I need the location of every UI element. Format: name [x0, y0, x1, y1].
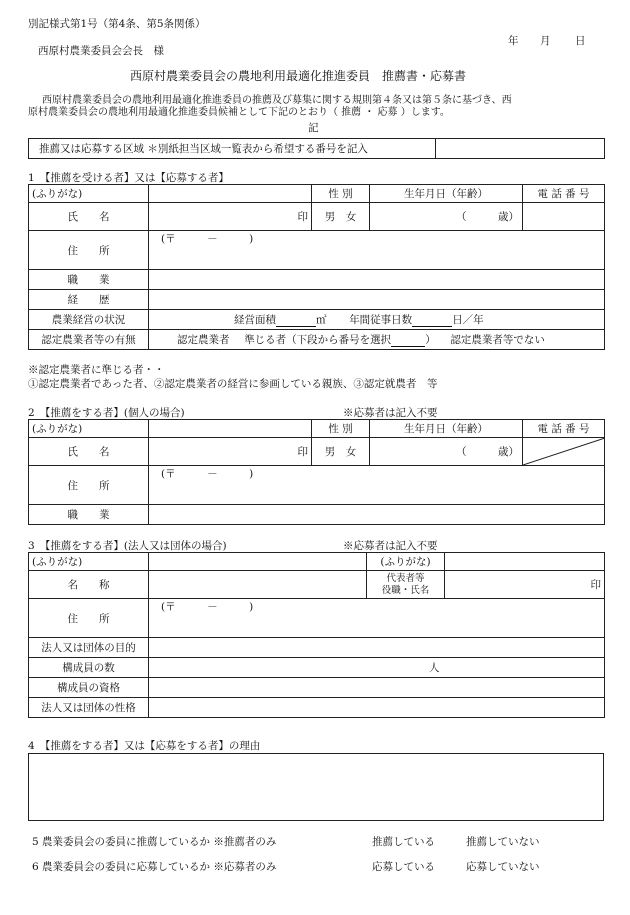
s3-furigana2-label: (ふりがな) [367, 553, 445, 571]
s1-cert-option-equivalent-close: ） [425, 334, 436, 346]
s2-name-label: 氏 名 [29, 438, 149, 466]
s1-cert-number-input[interactable] [391, 334, 425, 347]
s1-career-label: 経 歴 [29, 290, 149, 310]
section6-text: 6 農業委員会の委員に応募しているか ※応募者のみ [32, 861, 277, 873]
s3-furigana2-field[interactable] [445, 553, 605, 571]
s1-farm-days-label: 年間従事日数 [349, 314, 413, 326]
s1-farm-field[interactable] [149, 310, 605, 330]
s3-address-label: 住 所 [29, 599, 149, 638]
s3-members-field[interactable] [149, 658, 605, 678]
s1-job-field[interactable] [149, 270, 605, 290]
section4-table [28, 753, 604, 821]
s1-furigana-field[interactable] [149, 185, 312, 203]
s3-rep-label [367, 571, 445, 599]
s1-farm-area-input[interactable] [276, 314, 316, 327]
s2-phone-header: 電 話 番 号 [523, 420, 605, 438]
s2-name-field[interactable] [149, 438, 312, 466]
s2-address-label: 住 所 [29, 466, 149, 505]
s3-nature-label: 法人又は団体の性格 [29, 698, 149, 718]
s1-furigana-label: (ふりがな) [29, 185, 149, 203]
s1-cert-option-equivalent[interactable]: 準じる者（下段から番号を選択 [244, 334, 392, 346]
area-label: 推薦又は応募する区域 ＊別紙担当区域一覧表から希望する番号を記入 [29, 139, 436, 159]
s5-option-no[interactable]: 推薦していない [466, 836, 540, 848]
s4-reason-field[interactable] [29, 754, 604, 821]
s1-job-label: 職 業 [29, 270, 149, 290]
area-number-field[interactable] [436, 139, 605, 159]
s2-phone-field [523, 438, 605, 466]
section1-heading: 1 【推薦を受ける者】又は【応募する者】 [28, 172, 229, 184]
form-number: 別記様式第1号（第4条、第5条関係） [28, 18, 206, 30]
section5-text: 5 農業委員会の委員に推薦しているか ※推薦者のみ [32, 836, 277, 848]
s1-gender-header: 性 別 [312, 185, 370, 203]
s1-postal: (〒 － ) [161, 233, 254, 245]
s1-dob-header: 生年月日（年齢） [370, 185, 523, 203]
section2-table [28, 419, 605, 525]
s1-cert-label: 認定農業者等の有無 [29, 330, 149, 350]
s3-purpose-field[interactable] [149, 638, 605, 658]
s1-address-label: 住 所 [29, 231, 149, 270]
document-title: 西原村農業委員会の農地利用最適化推進委員 推薦書・応募書 [130, 69, 467, 83]
s3-nature-field[interactable] [149, 698, 605, 718]
s3-name-field[interactable] [149, 571, 367, 599]
s2-address-field[interactable] [149, 466, 605, 505]
s1-cert-option-certified[interactable]: 認定農業者 [177, 334, 230, 346]
section3-note: ※応募者は記入不要 [343, 540, 438, 552]
s6-option-no[interactable]: 応募していない [466, 861, 540, 873]
s1-note-2: ①認定農業者であった者、②認定農業者の経営に参画している親族、③認定就農者 等 [28, 378, 438, 390]
s3-name-label: 名 称 [29, 571, 149, 599]
s1-gender-field[interactable]: 男 女 [312, 203, 370, 231]
intro-line-2: 原村農業委員会の農地利用最適化推進委員候補として下記のとおり（ 推薦 ・ 応募 ）します。 [28, 107, 450, 118]
s3-rep-field[interactable] [445, 571, 605, 599]
s1-farm-area-label: 経営面積 [234, 314, 276, 326]
addressee: 西原村農業委員会会長 様 [38, 45, 164, 57]
s3-members-label: 構成員の数 [29, 658, 149, 678]
s2-gender-header: 性 別 [312, 420, 370, 438]
s2-furigana-field[interactable] [149, 420, 312, 438]
s2-dob-header: 生年月日（年齢） [370, 420, 523, 438]
s1-phone-header: 電 話 番 号 [523, 185, 605, 203]
s2-furigana-label: (ふりがな) [29, 420, 149, 438]
s1-farm-days-input[interactable] [412, 314, 452, 327]
ki-mark: 記 [308, 122, 319, 134]
s1-farm-area-unit: ㎡ [316, 314, 327, 326]
s3-furigana-field[interactable] [149, 553, 367, 571]
s1-seal: 印 [297, 211, 308, 223]
s2-gender-field[interactable]: 男 女 [312, 438, 370, 466]
s2-seal: 印 [297, 446, 308, 458]
s1-farm-label: 農業経営の状況 [29, 310, 149, 330]
area-table [28, 138, 605, 159]
s6-option-yes[interactable]: 応募している [372, 861, 435, 873]
s3-rep-label-1: 代表者等 [386, 572, 425, 584]
s1-farm-days-unit: 日／年 [452, 314, 484, 326]
s3-seal: 印 [590, 579, 601, 591]
s3-purpose-label: 法人又は団体の目的 [29, 638, 149, 658]
s1-dob-field[interactable]: （ 歳） [370, 203, 523, 231]
s3-address-field[interactable] [149, 599, 605, 638]
date-day: 日 [575, 35, 586, 47]
s1-career-field[interactable] [149, 290, 605, 310]
intro-line-1: 西原村農業委員会の農地利用最適化推進委員の推薦及び募集に関する規則第４条又は第５条に基づき、西 [42, 95, 512, 106]
date-month: 月 [540, 35, 551, 47]
section1-table [28, 184, 605, 350]
s3-rep-label-2: 役職・氏名 [381, 584, 430, 596]
s2-dob-field[interactable]: （ 歳） [370, 438, 523, 466]
s1-cert-option-none[interactable]: 認定農業者等でない [450, 334, 545, 346]
s5-option-yes[interactable]: 推薦している [372, 836, 435, 848]
s1-cert-field[interactable] [149, 330, 605, 350]
s2-job-field[interactable] [149, 505, 605, 525]
s1-note-1: ※認定農業者に準じる者・・ [28, 364, 165, 376]
s3-postal: (〒 － ) [161, 601, 254, 613]
section3-table [28, 552, 605, 718]
section2-heading: 2 【推薦をする者】(個人の場合) [28, 407, 185, 419]
s1-address-field[interactable] [149, 231, 605, 270]
s3-qual-field[interactable] [149, 678, 605, 698]
s1-phone-field[interactable] [523, 203, 605, 231]
section2-note: ※応募者は記入不要 [343, 407, 438, 419]
s2-job-label: 職 業 [29, 505, 149, 525]
s3-qual-label: 構成員の資格 [29, 678, 149, 698]
s3-members-unit: 人 [429, 662, 440, 674]
s3-furigana-label: (ふりがな) [29, 553, 149, 571]
section3-heading: 3 【推薦をする者】(法人又は団体の場合) [28, 540, 227, 552]
s2-phone-strike [523, 438, 605, 465]
s1-name-label: 氏 名 [29, 203, 149, 231]
s2-postal: (〒 － ) [161, 468, 254, 480]
s1-name-field[interactable] [149, 203, 312, 231]
date-year: 年 [508, 35, 519, 47]
section4-heading: 4 【推薦をする者】又は【応募をする者】の理由 [28, 740, 261, 752]
